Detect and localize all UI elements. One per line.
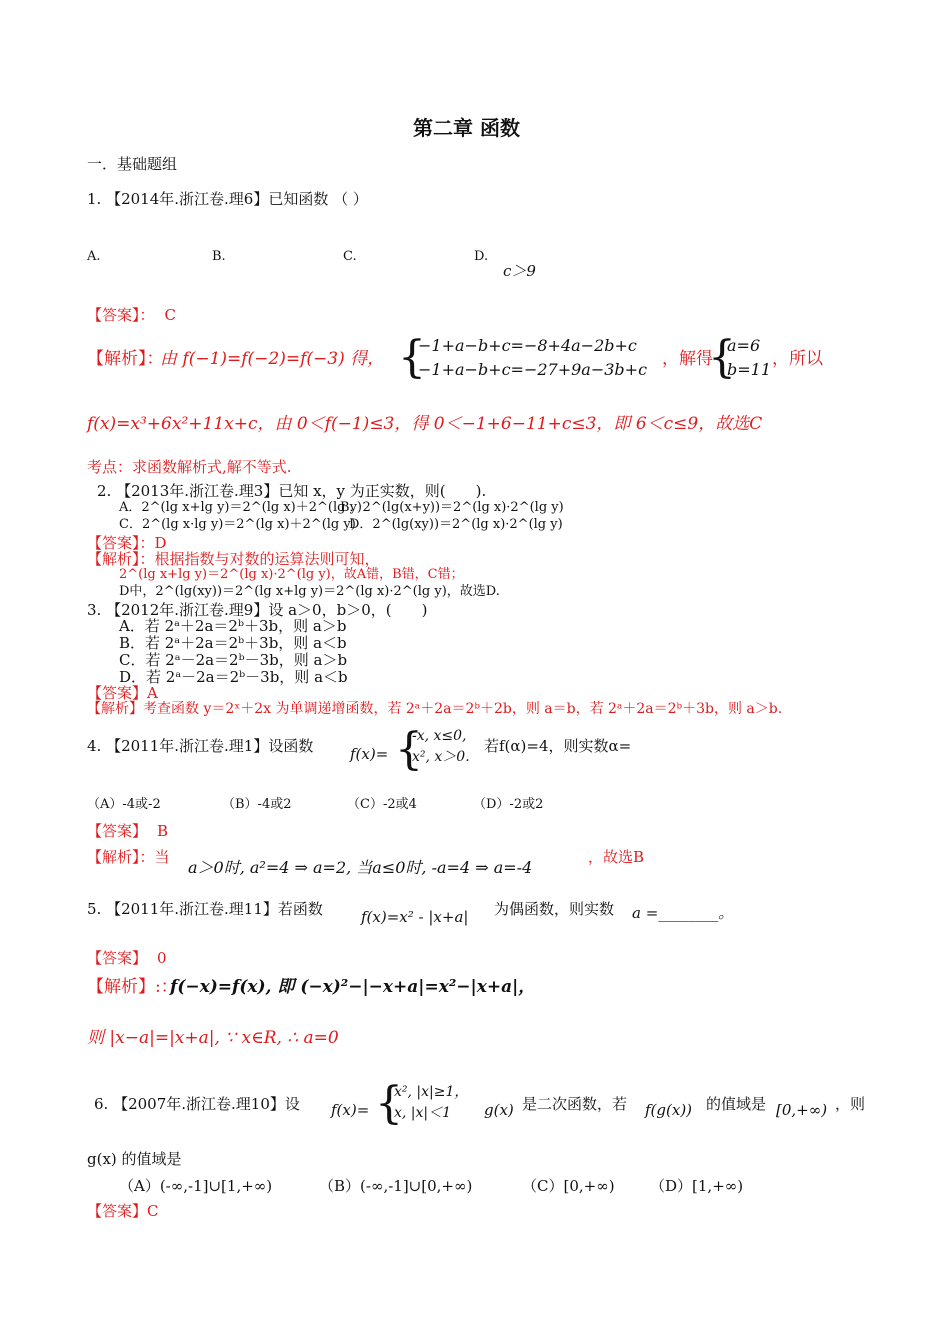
q1-analysis-line1: 由 f(−1)=f(−2)=f(−3) 得， xyxy=(160,349,385,369)
q1-analysis-line2: f(x)=x³+6x²+11x+c，由 0＜f(−1)≤3，得 0＜−1+6−11+c≤3，即 6＜c≤9，故选C xyxy=(87,414,763,434)
q4-option-d: （D）-2或2 xyxy=(473,797,544,812)
q4-stem: 4. 【2011年.浙江卷.理1】设函数 xyxy=(87,737,314,755)
page-title: 第二章 函数 xyxy=(413,116,520,140)
q6-option-d: （D）[1,+∞) xyxy=(650,1177,744,1195)
q6-fgx: f(g(x)) xyxy=(645,1101,693,1119)
q3-answer: 【答案】A xyxy=(87,684,158,702)
q3-option-d: D．若 2ᵃ－2a＝2ᵇ－3b，则 a＜b xyxy=(119,668,348,686)
section-heading: 一．基础题组 xyxy=(87,155,178,173)
q1-option-a: A. xyxy=(87,249,101,264)
q1-stem: 1. 【2014年.浙江卷.理6】已知函数 （ ） xyxy=(87,190,368,208)
q6-line2: g(x) 的值域是 xyxy=(87,1150,182,1168)
q5-analysis-1: f(−x)=f(x), 即 (−x)²−|−x+a|=x²−|x+a|， xyxy=(170,977,536,997)
q6-gx: g(x) xyxy=(484,1101,514,1119)
q4-case-2: x², x＞0. xyxy=(412,749,470,765)
q1-option-d-expr: c＞9 xyxy=(503,262,536,280)
q2-option-c: C．2^(lg x·lg y)＝2^(lg x)＋2^(lg y) xyxy=(119,517,356,532)
q1-equation-1: −1+a−b+c=−8+4a−2b+c xyxy=(418,336,637,355)
q4-option-c: （C）-2或4 xyxy=(347,797,417,812)
q2-stem: 2. 【2013年.浙江卷.理3】已知 x，y 为正实数，则( ). xyxy=(97,482,487,500)
q1-solve-text: ，解得 xyxy=(662,349,713,369)
q6-fx: f(x)= xyxy=(331,1101,370,1119)
q3-option-a: A．若 2ᵃ＋2a＝2ᵇ＋3b，则 a＞b xyxy=(119,617,347,635)
q1-solution-b: b=11 xyxy=(727,360,772,379)
q6-case-2: x, |x|＜1 xyxy=(394,1105,452,1121)
q1-equation-2: −1+a−b+c=−27+9a−3b+c xyxy=(418,360,648,379)
q5-blank: a =________。 xyxy=(632,904,734,922)
q4-option-a: （A）-4或-2 xyxy=(87,797,161,812)
q1-answer: C xyxy=(164,306,176,324)
q1-system-brace: { xyxy=(398,332,426,383)
q1-solution xyxy=(727,334,771,382)
q1-analysis-label: 【解析】： xyxy=(87,349,164,369)
q6-option-a: （A）(-∞,-1]∪[1,+∞) xyxy=(119,1177,273,1195)
q1-solution-a: a=6 xyxy=(727,336,761,355)
q3-analysis: 【解析】考查函数 y＝2ˣ＋2x 为单调递增函数，若 2ᵃ＋2a＝2ᵇ＋2b，则 a＝b，若 2ᵃ＋2a＝2ᵇ＋3b，则 a＞b. xyxy=(87,701,783,717)
q6-stem: 6. 【2007年.浙江卷.理10】设 xyxy=(94,1095,300,1113)
q5-expr: f(x)=x² - |x+a| xyxy=(361,908,469,926)
q4-case-1: -x, x≤0, xyxy=(412,728,467,744)
q4-option-b: （B）-4或2 xyxy=(222,797,292,812)
q1-option-c: C. xyxy=(343,249,357,264)
q4-answer-label: 【答案】 xyxy=(87,822,148,840)
q5-analysis-label: 【解析】:： xyxy=(87,977,178,997)
q2-option-b: B．2^(lg(x+y))＝2^(lg x)·2^(lg y) xyxy=(340,500,564,515)
q6-answer: 【答案】C xyxy=(87,1202,159,1220)
q1-equation-system xyxy=(418,334,647,382)
q6-case-1: x², |x|≥1， xyxy=(394,1084,469,1100)
q1-answer-label: 【答案】： xyxy=(87,306,155,324)
q4-analysis-label: 【解析】：当 xyxy=(87,848,170,866)
q1-tail-text: ，所以 xyxy=(772,349,823,369)
q6-range-value: [0,+∞) xyxy=(776,1101,828,1119)
q2-analysis-1: 【解析】：根据指数与对数的运算法则可知， xyxy=(87,550,380,568)
q6-option-c: （C）[0,+∞) xyxy=(522,1177,615,1195)
q5-stem: 5. 【2011年.浙江卷.理11】若函数 xyxy=(87,900,323,918)
q2-analysis-2: 2^(lg x+lg y)＝2^(lg x)·2^(lg y)，故A错，B错，C错； xyxy=(119,567,464,582)
q5-answer-label: 【答案】 xyxy=(87,949,148,967)
q4-brace: { xyxy=(395,724,423,775)
q4-analysis-math: a＞0时, a²=4 ⇒ a=2, 当a≤0时, -a=4 ⇒ a=-4 xyxy=(188,858,533,877)
q1-kaodian: 考点：求函数解析式,解不等式. xyxy=(87,458,292,476)
q1-solution-brace: { xyxy=(708,332,736,383)
q4-fx: f(x)= xyxy=(350,745,389,763)
q6-piecewise xyxy=(394,1082,468,1124)
q1-option-d: D. xyxy=(474,249,489,264)
q6-range-text: 的值域是 xyxy=(706,1095,767,1113)
q5-mid-text: 为偶函数，则实数 xyxy=(494,900,615,918)
q2-option-d: D．2^(lg(xy))＝2^(lg x)·2^(lg y) xyxy=(349,517,563,532)
q4-condition: 若f(α)=4，则实数α= xyxy=(484,737,632,755)
q6-mid-text: 是二次函数，若 xyxy=(522,1095,628,1113)
q4-analysis-tail: ，故选B xyxy=(588,848,645,866)
q2-answer: 【答案】：D xyxy=(87,534,167,552)
q3-option-b: B．若 2ᵃ＋2a＝2ᵇ＋3b，则 a＜b xyxy=(119,634,347,652)
q1-option-b: B. xyxy=(212,249,226,264)
q3-stem: 3. 【2012年.浙江卷.理9】设 a＞0，b＞0，( ) xyxy=(87,601,428,619)
q2-analysis-3: D中，2^(lg(xy))＝2^(lg x+lg y)＝2^(lg x)·2^(lg y)，故选D. xyxy=(119,584,500,599)
q6-brace: { xyxy=(375,1078,403,1129)
q4-piecewise xyxy=(412,726,470,768)
q5-analysis-2: 则 |x−a|=|x+a|, ∵ x∈R, ∴ a=0 xyxy=(87,1028,339,1048)
q2-option-a: A．2^(lg x+lg y)＝2^(lg x)＋2^(lg y) xyxy=(119,500,363,515)
q6-option-b: （B）(-∞,-1]∪[0,+∞) xyxy=(319,1177,473,1195)
q4-answer: B xyxy=(157,822,169,840)
q5-answer: 0 xyxy=(157,949,167,967)
q6-then: ，则 xyxy=(835,1095,866,1113)
q3-option-c: C．若 2ᵃ－2a＝2ᵇ－3b，则 a＞b xyxy=(119,651,348,669)
